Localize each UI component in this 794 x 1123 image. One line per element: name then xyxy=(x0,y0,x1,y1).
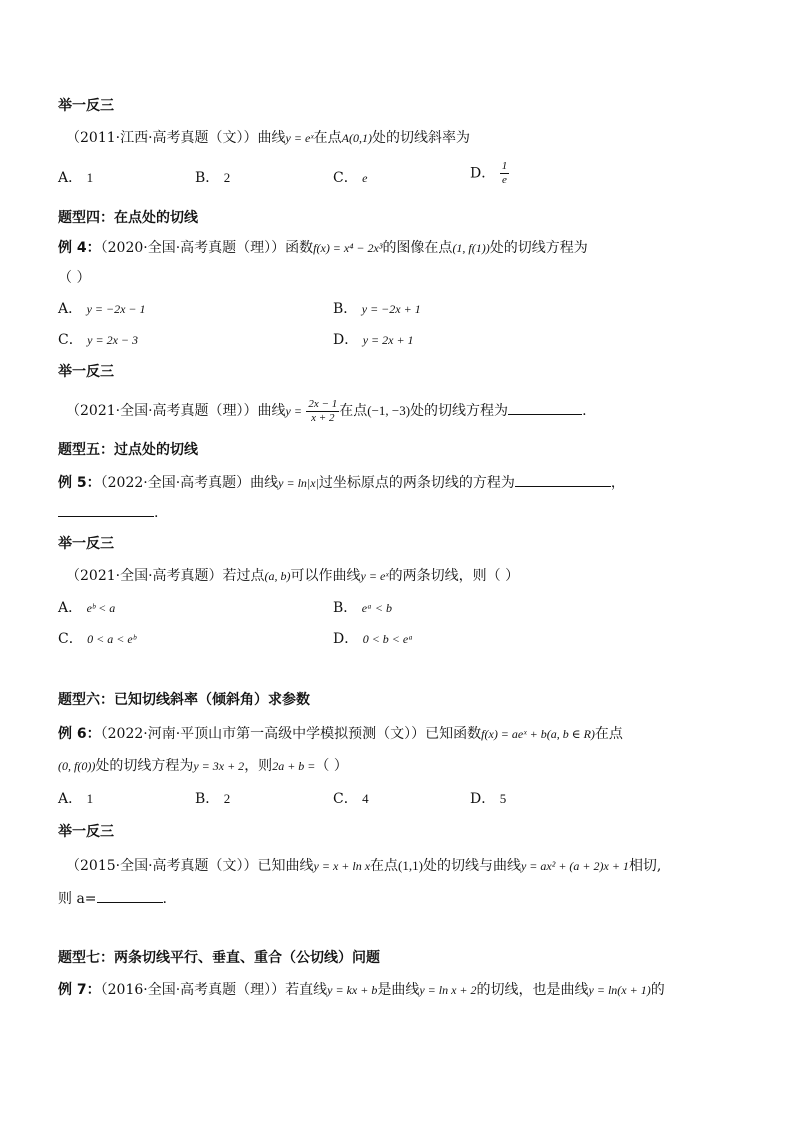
option-value: 1 xyxy=(86,791,94,806)
fraction xyxy=(500,160,510,187)
option-b xyxy=(333,299,421,319)
question-text-mid: 在点 xyxy=(313,130,342,146)
question-text xyxy=(66,566,519,586)
question-text xyxy=(66,128,470,148)
section-heading: 举一反三 xyxy=(58,536,114,552)
option-b xyxy=(195,168,230,188)
option-label: A． xyxy=(58,600,83,616)
fraction-numerator: 1 xyxy=(501,160,508,172)
option-label: D． xyxy=(470,791,496,807)
answer-parentheses: （ ） xyxy=(315,758,348,774)
option-value: 0 < b < eᵃ xyxy=(362,632,413,646)
example-label: 例 6： xyxy=(58,726,101,742)
question-prefix: （2020·全国·高考真题（理））函数 xyxy=(100,240,314,256)
question-suffix: 的两条切线，则（ ） xyxy=(388,568,520,584)
option-c xyxy=(333,789,369,809)
question-end: . xyxy=(582,403,587,419)
math-expression: f(x) = aeˣ + b(a, b ∈ R) xyxy=(481,727,595,741)
question-text-mid: 是曲线 xyxy=(377,982,420,998)
math-expression: f(x) = x⁴ − 2x³ xyxy=(313,241,383,255)
option-value: y = −2x + 1 xyxy=(361,302,421,316)
math-expression: y = kx + b xyxy=(327,983,378,997)
example-label: 例 5： xyxy=(58,475,101,491)
option-label: B． xyxy=(195,791,220,807)
math-expression: (1, f(1)) xyxy=(452,241,490,255)
math-expression: y = ax² + (a + 2)x + 1 xyxy=(520,859,629,873)
math-expression: y = x + ln x xyxy=(313,859,371,873)
option-b xyxy=(333,598,392,618)
type-heading: 题型六：已知切线斜率（倾斜角）求参数 xyxy=(58,692,310,708)
question-suffix: 过坐标原点的两条切线的方程为 xyxy=(318,475,515,491)
example-question xyxy=(58,238,588,258)
question-text xyxy=(66,856,661,876)
option-a xyxy=(58,789,93,809)
option-label: B． xyxy=(195,170,220,186)
option-label: C． xyxy=(333,791,358,807)
question-text-mid: 在点 xyxy=(370,858,399,874)
option-label: C． xyxy=(333,170,358,186)
question-prefix: （2022·河南·平顶山市第一高级中学模拟预测（文））已知函数 xyxy=(100,726,482,742)
math-expression: y = eˣ xyxy=(360,569,389,583)
section-heading: 举一反三 xyxy=(58,824,114,840)
option-value: eᵇ < a xyxy=(86,601,116,615)
answer-blank[interactable] xyxy=(508,400,582,415)
section-heading: 举一反三 xyxy=(58,98,114,114)
question-text-mid: ，则 xyxy=(244,758,273,774)
option-d xyxy=(470,789,506,809)
question-prefix: （2021·全国·高考真题（理））曲线 xyxy=(66,403,286,419)
question-prefix: （2015·全国·高考真题（文））已知曲线 xyxy=(66,858,314,874)
question-prefix: （2021·全国·高考真题）若过点 xyxy=(66,568,265,584)
question-continuation xyxy=(58,888,167,909)
question-suffix: 在点 xyxy=(594,726,623,742)
option-label: A． xyxy=(58,170,83,186)
question-text-mid: 可以作曲线 xyxy=(290,568,361,584)
option-label: A． xyxy=(58,301,83,317)
question-continuation xyxy=(58,756,348,776)
option-a xyxy=(58,168,93,188)
answer-blank[interactable] xyxy=(515,472,611,487)
answer-blank[interactable] xyxy=(97,888,163,903)
question-prefix: （2022·全国·高考真题）曲线 xyxy=(100,475,279,491)
math-expression: (0, f(0)) xyxy=(58,759,96,773)
option-value: 2 xyxy=(223,170,231,185)
example-label: 例 7： xyxy=(58,982,101,998)
option-value: y = −2x − 1 xyxy=(86,302,146,316)
math-expression: (−1, −3) xyxy=(367,403,411,418)
question-text xyxy=(66,396,587,426)
question-prefix: （2011·江西·高考真题（文））曲线 xyxy=(66,130,286,146)
example-question xyxy=(58,472,625,493)
option-a xyxy=(58,299,146,319)
option-d xyxy=(333,629,413,649)
option-label: B． xyxy=(333,600,358,616)
math-expression: y = ln|x| xyxy=(278,476,319,490)
question-suffix: 处的切线方程为 xyxy=(489,240,588,256)
question-suffix: 相切, xyxy=(628,858,662,874)
question-continuation xyxy=(58,502,158,523)
option-value: 1 xyxy=(86,170,94,185)
option-label: C． xyxy=(58,631,83,647)
example-question xyxy=(58,980,665,1000)
fraction-numerator: 2x − 1 xyxy=(308,397,338,410)
math-expression: (a, b) xyxy=(264,569,291,583)
math-expression: y = eˣ xyxy=(285,131,314,145)
answer-blank[interactable] xyxy=(58,502,154,517)
math-expression: y = ln x + 2 xyxy=(419,983,477,997)
option-d xyxy=(333,330,414,350)
math-expression: A(0,1) xyxy=(341,131,372,145)
fraction-denominator: e xyxy=(501,174,507,186)
option-label: A． xyxy=(58,791,83,807)
option-label: D． xyxy=(333,332,359,348)
option-value: y = 2x − 3 xyxy=(87,333,139,347)
separator-comma: ， xyxy=(610,475,625,491)
option-c xyxy=(333,168,368,188)
math-expression: 2a + b = xyxy=(272,759,316,773)
answer-parentheses: （ ） xyxy=(58,270,91,286)
option-value: y = 2x + 1 xyxy=(362,333,414,347)
math-expression: y = xyxy=(285,404,302,418)
example-question xyxy=(58,724,623,744)
option-value: 2 xyxy=(223,791,231,806)
type-heading: 题型五：过点处的切线 xyxy=(58,442,198,458)
section-heading: 举一反三 xyxy=(58,364,114,380)
fraction xyxy=(306,398,339,425)
option-value: e xyxy=(362,171,368,185)
question-end: . xyxy=(162,891,167,907)
question-suffix: 处的切线斜率为 xyxy=(372,130,470,146)
question-text-mid: 的切线，也是曲线 xyxy=(476,982,589,998)
question-text-mid: 处的切线与曲线 xyxy=(422,858,521,874)
option-label: B． xyxy=(333,301,358,317)
option-c xyxy=(58,330,138,350)
question-prefix: （2016·全国·高考真题（理））若直线 xyxy=(100,982,328,998)
question-text-mid: 处的切线方程为 xyxy=(95,758,194,774)
fraction-denominator: x + 2 xyxy=(311,411,335,424)
question-suffix: 处的切线方程为 xyxy=(410,403,509,419)
question-end: . xyxy=(154,505,159,521)
option-label: D． xyxy=(470,165,496,182)
question-text-mid: 在点 xyxy=(339,403,368,419)
option-value: 0 < a < eᵇ xyxy=(87,632,136,646)
option-label: C． xyxy=(58,332,83,348)
option-label: D． xyxy=(333,631,359,647)
math-expression: y = 3x + 2 xyxy=(193,759,245,773)
option-value: eᵃ < b xyxy=(361,601,392,615)
question-suffix: 的 xyxy=(650,982,665,998)
question-text-mid: 的图像在点 xyxy=(382,240,453,256)
math-expression: y = ln(x + 1) xyxy=(588,983,651,997)
option-d xyxy=(470,160,509,187)
example-label: 例 4： xyxy=(58,240,101,256)
type-heading: 题型七：两条切线平行、垂直、重合（公切线）问题 xyxy=(58,950,380,966)
option-a xyxy=(58,598,115,618)
option-value: 5 xyxy=(499,791,507,806)
option-value: 4 xyxy=(362,791,369,806)
math-expression: (1,1) xyxy=(398,858,423,873)
option-b xyxy=(195,789,230,809)
question-prefix: 则 a= xyxy=(58,891,97,907)
type-heading: 题型四：在点处的切线 xyxy=(58,210,198,226)
option-c xyxy=(58,629,136,649)
